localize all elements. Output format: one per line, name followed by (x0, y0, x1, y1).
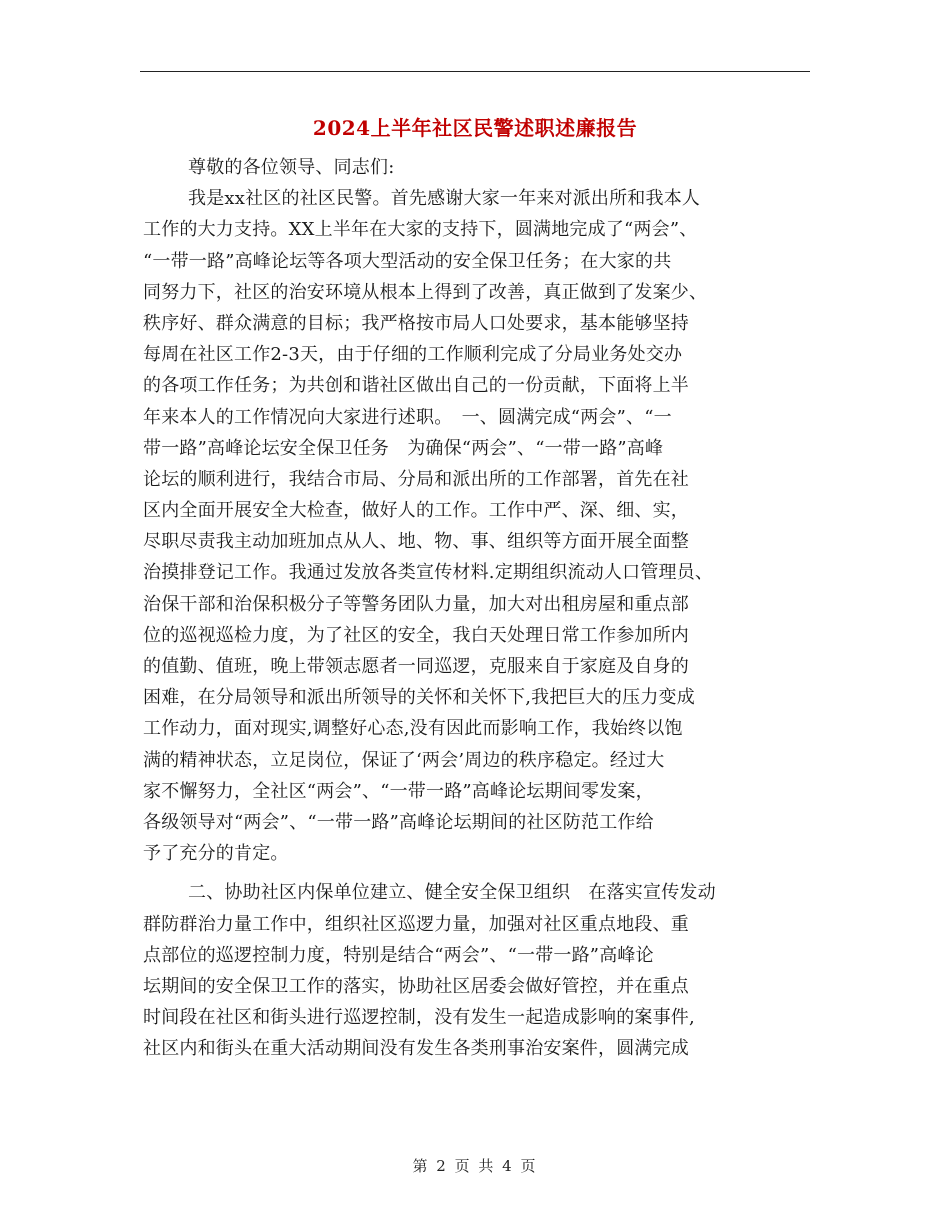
document-title: 2024上半年社区民警述职述廉报告 (312, 116, 638, 140)
text-line: 予了充分的肯定。 (143, 843, 289, 865)
document-body (143, 152, 815, 1064)
text-line: 同努力下，社区的治安环境从根本上得到了改善，真正做到了发案少、 (143, 281, 708, 303)
text-line: 位的巡视巡检力度，为了社区的安全，我白天处理日常工作参加所内 (143, 624, 689, 646)
text-line: 论坛的顺利进行，我结合市局、分局和派出所的工作部署，首先在社 (143, 468, 689, 490)
page-number-footer: 第 2 页 共 4 页 (412, 1157, 538, 1175)
text-line: 每周在社区工作2-3天，由于仔细的工作顺利完成了分局业务处交办 (143, 344, 683, 366)
text-line: 治摸排登记工作。我通过发放各类宣传材料.定期组织流动人口管理员、 (143, 562, 714, 584)
text-line: 群防群治力量工作中，组织社区巡逻力量，加强对社区重点地段、重 (143, 913, 689, 935)
salutation-line: 尊敬的各位领导、同志们: (188, 157, 395, 178)
text-line: 二、协助社区内保单位建立、健全安全保卫组织 在落实宣传发动 (188, 882, 716, 904)
text-line: 坛期间的安全保卫工作的落实，协助社区居委会做好管控，并在重点 (143, 975, 689, 997)
text-line: 各级领导对“两会”、“一带一路”高峰论坛期间的社区防范工作给 (143, 811, 654, 833)
text-line: 秩序好、群众满意的目标；我严格按市局人口处要求，基本能够坚持 (143, 312, 689, 334)
text-line: 尽职尽责我主动加班加点从人、地、物、事、组织等方面开展全面整 (143, 531, 689, 553)
text-line: 点部位的巡逻控制力度，特别是结合“两会”、“一带一路”高峰论 (143, 944, 654, 966)
text-line: 治保干部和治保积极分子等警务团队力量，加大对出租房屋和重点部 (143, 593, 689, 615)
text-line: 社区内和街头在重大活动期间没有发生各类刑事治安案件，圆满完成 (143, 1038, 689, 1060)
text-line: 满的精神状态，立足岗位，保证了‘两会’周边的秩序稳定。经过大 (143, 749, 665, 771)
text-line: 区内全面开展安全大检查，做好人的工作。工作中严、深、细、实， (143, 500, 689, 522)
header-rule (140, 71, 810, 72)
text-line: “一带一路”高峰论坛等各项大型活动的安全保卫任务；在大家的共 (143, 250, 672, 272)
text-line: 工作动力，面对现实,调整好心态,没有因此而影响工作，我始终以饱 (143, 718, 683, 740)
text-line: 的值勤、值班，晚上带领志愿者一同巡逻，克服来自于家庭及自身的 (143, 656, 689, 677)
text-line: 带一路”高峰论坛安全保卫任务 为确保“两会”、“一带一路”高峰 (143, 437, 664, 459)
text-line: 年来本人的工作情况向大家进行述职。 一、圆满完成“两会”、“一 (143, 406, 672, 428)
text-line: 时间段在社区和街头进行巡逻控制，没有发生一起造成影响的案事件, (143, 1007, 695, 1029)
text-line: 困难，在分局领导和派出所领导的关怀和关怀下,我把巨大的压力变成 (143, 687, 695, 709)
text-line: 我是xx社区的社区民警。首先感谢大家一年来对派出所和我本人 (188, 188, 701, 210)
text-line: 家不懈努力，全社区“两会”、“一带一路”高峰论坛期间零发案， (143, 780, 654, 802)
text-line: 工作的大力支持。XX上半年在大家的支持下，圆满地完成了“两会”、 (143, 219, 698, 241)
text-line: 的各项工作任务；为共创和谐社区做出自己的一份贡献，下面将上半 (143, 375, 689, 397)
